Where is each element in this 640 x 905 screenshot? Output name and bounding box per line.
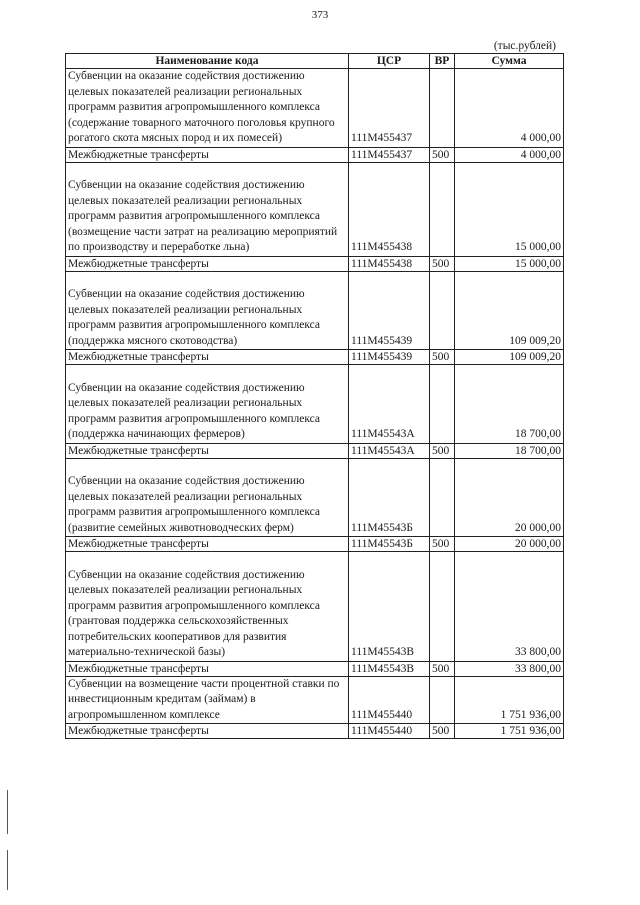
cell-csr-text: 111M455438 — [351, 241, 413, 253]
cell-vr-text: 500 — [432, 662, 450, 675]
cell-vr — [430, 724, 455, 739]
table-row-transfer — [66, 256, 564, 271]
cell-vr-text: 500 — [432, 148, 450, 161]
cell-vr — [430, 350, 455, 365]
cell-name — [66, 365, 349, 444]
cell-sum — [455, 552, 564, 662]
cell-csr — [349, 365, 430, 444]
cell-name-text: Субвенции на оказание содействия достижению целевых показателей реализации региональных программ развития агропромышленного комплекса (возмещение части затрат на реализацию мероприятий по производству и переработке льна) — [68, 179, 338, 253]
cell-vr-text: 500 — [432, 257, 450, 270]
header-vr: ВР — [430, 54, 455, 69]
cell-name-text: Субвенции на возмещение части процентной ставки по инвестиционным кредитам (займам) в агропромышленном комплексе — [68, 677, 340, 721]
cell-csr-text: 111M455440 — [351, 725, 413, 737]
cell-csr-text: 111M45543В — [351, 646, 415, 658]
unit-note: (тыс.рублей) — [493, 40, 556, 52]
table-header-row — [66, 54, 564, 69]
cell-csr — [349, 724, 430, 739]
cell-csr-text: 111M455437 — [351, 148, 413, 161]
budget-table — [65, 53, 564, 739]
cell-name-text: Межбюджетные трансферты — [68, 662, 209, 675]
table-row-subsidy — [66, 365, 564, 444]
cell-csr — [349, 458, 430, 537]
cell-name — [66, 256, 349, 271]
cell-csr — [349, 69, 430, 148]
cell-sum-text: 33 800,00 — [515, 646, 561, 658]
header-sum: Сумма — [455, 54, 564, 69]
cell-sum — [455, 365, 564, 444]
cell-vr — [430, 458, 455, 537]
header-name: Наименование кода — [66, 54, 349, 69]
cell-vr — [430, 537, 455, 552]
cell-sum-text: 4 000,00 — [520, 132, 561, 144]
cell-csr-text: 111M45543A — [351, 428, 415, 440]
table-body — [66, 69, 564, 739]
cell-sum — [455, 676, 564, 724]
cell-sum-text: 33 800,00 — [515, 662, 561, 675]
cell-vr-text: 500 — [432, 538, 450, 550]
cell-vr — [430, 256, 455, 271]
table-row-transfer — [66, 443, 564, 458]
cell-csr — [349, 350, 430, 365]
cell-name — [66, 162, 349, 256]
cell-name-text: Межбюджетные трансферты — [68, 148, 209, 161]
cell-csr-text: 111M45543Б — [351, 521, 413, 534]
table-row-subsidy — [66, 69, 564, 148]
cell-vr — [430, 162, 455, 256]
cell-name-text: Субвенции на оказание содействия достижению целевых показателей реализации региональных программ развития агропромышленного комплекса (развитие семейных животноводческих ферм) — [68, 475, 321, 534]
cell-sum-text: 1 751 936,00 — [500, 725, 561, 737]
table-row-transfer — [66, 350, 564, 365]
cell-sum — [455, 147, 564, 162]
cell-csr — [349, 537, 430, 552]
cell-sum — [455, 256, 564, 271]
cell-sum-text: 18 700,00 — [515, 444, 561, 457]
table-row-subsidy — [66, 162, 564, 256]
cell-name — [66, 724, 349, 739]
cell-csr-text: 111M455438 — [351, 257, 413, 270]
cell-name — [66, 443, 349, 458]
cell-sum — [455, 69, 564, 148]
margin-mark — [7, 850, 8, 890]
cell-sum — [455, 443, 564, 458]
cell-csr — [349, 147, 430, 162]
cell-csr — [349, 661, 430, 676]
cell-csr-text: 111M455439 — [351, 351, 413, 363]
cell-sum-text: 1 751 936,00 — [500, 708, 561, 721]
cell-name — [66, 271, 349, 350]
table-row-transfer — [66, 724, 564, 739]
cell-csr-text: 111M45543Б — [351, 538, 413, 550]
cell-sum — [455, 724, 564, 739]
cell-sum-text: 4 000,00 — [520, 148, 561, 161]
cell-csr — [349, 256, 430, 271]
cell-csr-text: 111M455437 — [351, 132, 413, 144]
cell-name — [66, 69, 349, 148]
cell-name-text: Межбюджетные трансферты — [68, 257, 209, 270]
cell-name-text: Субвенции на оказание содействия достижению целевых показателей реализации региональных программ развития агропромышленного комплекса (грантовая поддержка сельскохозяйственных потребительских кооперативов для развития материально-технической базы) — [68, 568, 321, 658]
cell-name-text: Субвенции на оказание содействия достижению целевых показателей реализации региональных программ развития агропромышленного комплекса (поддержка мясного скотоводства) — [68, 288, 321, 347]
cell-vr — [430, 443, 455, 458]
cell-vr — [430, 69, 455, 148]
cell-sum-text: 20 000,00 — [515, 538, 561, 550]
cell-sum-text: 15 000,00 — [515, 257, 561, 270]
cell-name — [66, 676, 349, 724]
cell-vr-text: 500 — [432, 351, 450, 363]
cell-name-text: Межбюджетные трансферты — [68, 444, 209, 457]
cell-vr — [430, 365, 455, 444]
cell-csr — [349, 162, 430, 256]
cell-vr — [430, 676, 455, 724]
table-row-transfer — [66, 661, 564, 676]
header-csr: ЦСР — [349, 54, 430, 69]
cell-vr-text: 500 — [432, 444, 450, 457]
cell-vr — [430, 271, 455, 350]
table-row-subsidy — [66, 552, 564, 662]
cell-sum — [455, 271, 564, 350]
table-row-subsidy — [66, 458, 564, 537]
cell-name-text: Субвенции на оказание содействия достижению целевых показателей реализации региональных программ развития агропромышленного комплекса (поддержка начинающих фермеров) — [68, 381, 321, 440]
cell-csr-text: 111M45543A — [351, 444, 415, 457]
cell-name-text: Межбюджетные трансферты — [68, 725, 209, 737]
cell-sum — [455, 537, 564, 552]
cell-csr — [349, 552, 430, 662]
cell-csr-text: 111M455439 — [351, 334, 413, 347]
cell-csr-text: 111M455440 — [351, 708, 413, 721]
cell-name — [66, 552, 349, 662]
cell-sum — [455, 162, 564, 256]
cell-sum — [455, 458, 564, 537]
cell-vr-text: 500 — [432, 725, 450, 737]
cell-csr-text: 111M45543В — [351, 662, 415, 675]
cell-name-text: Межбюджетные трансферты — [68, 538, 209, 550]
cell-csr — [349, 676, 430, 724]
page-number: 373 — [311, 9, 329, 21]
cell-vr — [430, 147, 455, 162]
table-row-transfer — [66, 147, 564, 162]
cell-sum — [455, 661, 564, 676]
cell-vr — [430, 661, 455, 676]
table-row-subsidy — [66, 676, 564, 724]
cell-name — [66, 458, 349, 537]
cell-sum-text: 109 009,20 — [509, 351, 561, 363]
cell-csr — [349, 443, 430, 458]
cell-sum — [455, 350, 564, 365]
cell-name — [66, 537, 349, 552]
cell-name-text: Субвенции на оказание содействия достижению целевых показателей реализации региональных программ развития агропромышленного комплекса (содержание товарного маточного поголовья крупного рогатого скота мясных пород и их помесей) — [68, 70, 335, 144]
cell-name-text: Межбюджетные трансферты — [68, 351, 209, 363]
cell-sum-text: 15 000,00 — [515, 241, 561, 253]
cell-csr — [349, 271, 430, 350]
table-row-subsidy — [66, 271, 564, 350]
cell-sum-text: 20 000,00 — [515, 521, 561, 534]
table-row-transfer — [66, 537, 564, 552]
cell-sum-text: 18 700,00 — [515, 428, 561, 440]
cell-name — [66, 147, 349, 162]
margin-mark — [7, 790, 8, 834]
cell-name — [66, 661, 349, 676]
cell-name — [66, 350, 349, 365]
cell-vr — [430, 552, 455, 662]
cell-sum-text: 109 009,20 — [509, 334, 561, 347]
